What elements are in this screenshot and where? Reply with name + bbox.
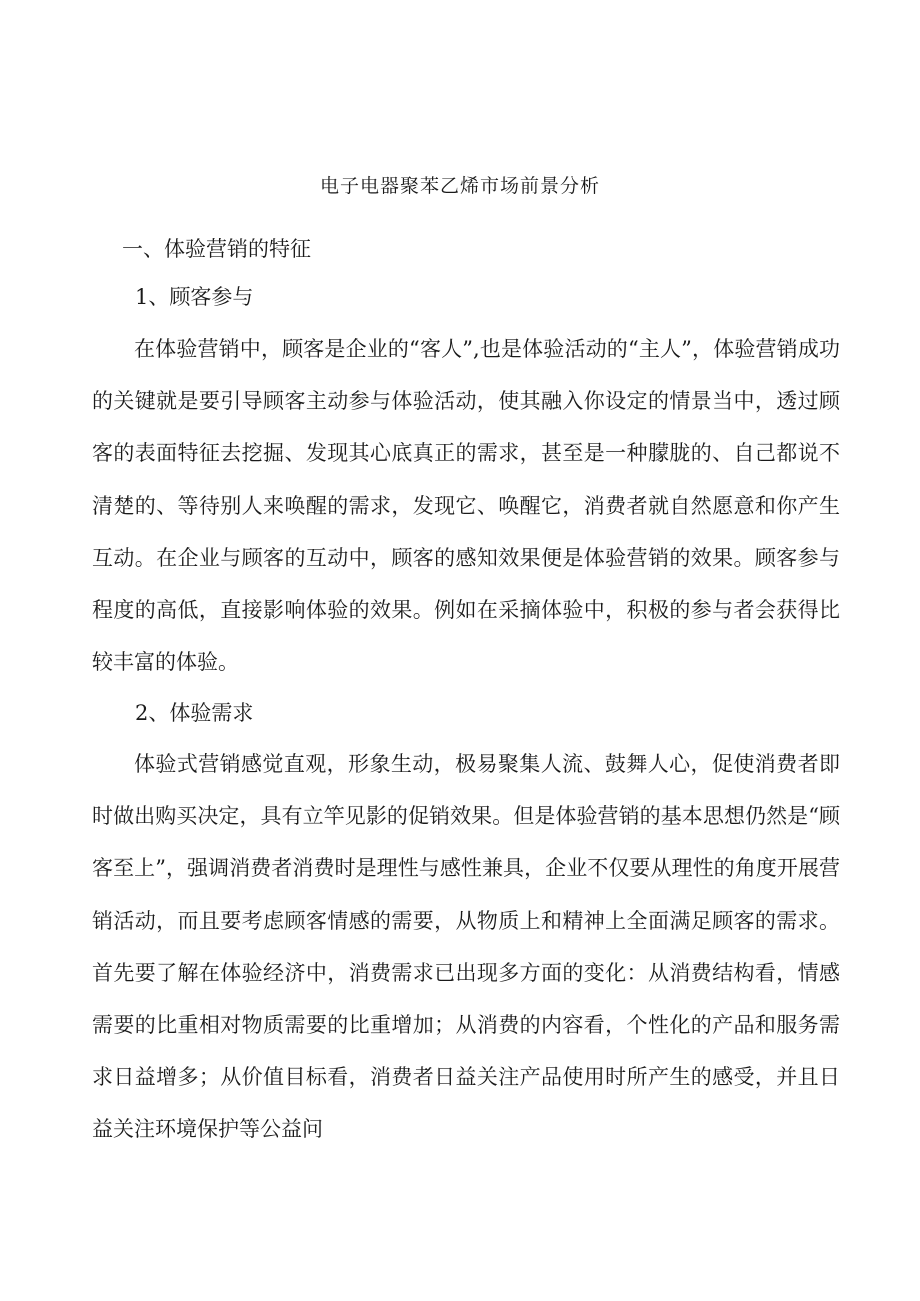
document-title: 电子电器聚苯乙烯市场前景分析 [319,175,600,197]
body-paragraph: 体验式营销感觉直观，形象生动，极易聚集人流、鼓舞人心，促使消费者即时做出购买决定，具有立竿见影的促销效果。但是体验营销的基本思想仍然是“顾客至上”，强调消费者消费时是理性与感性兼具，企业不仅要从理性的角度开展营销活动，而且要考虑顾客情感的需要，从物质上和精神上全面满足顾客的需求。首先要了解在体验经济中，消费需求已出现多方面的变化：从消费结构看，情感需要的比重相对物质需要的比重增加；从消费的内容看，个性化的产品和服务需求日益增多；从价值目标看，消费者日益关注产品使用时所产生的感受，并且日益关注环境保护等公益问 [92,752,840,1142]
section-heading: 一、体验营销的特征 [122,237,311,261]
subsection-heading: 2、体验需求 [135,701,254,725]
subsection-heading: 1、顾客参与 [135,285,254,309]
body-paragraph: 在体验营销中，顾客是企业的“客人”,也是体验活动的“主人”，体验营销成功的关键就是要引导顾客主动参与体验活动，使其融入你设定的情景当中，透过顾客的表面特征去挖掘、发现其心底真正的需求，甚至是一种朦胧的、自己都说不清楚的、等待别人来唤醒的需求，发现它、唤醒它，消费者就自然愿意和你产生互动。在企业与顾客的互动中，顾客的感知效果便是体验营销的效果。顾客参与程度的高低，直接影响体验的效果。例如在采摘体验中，积极的参与者会获得比较丰富的体验。 [92,337,840,675]
